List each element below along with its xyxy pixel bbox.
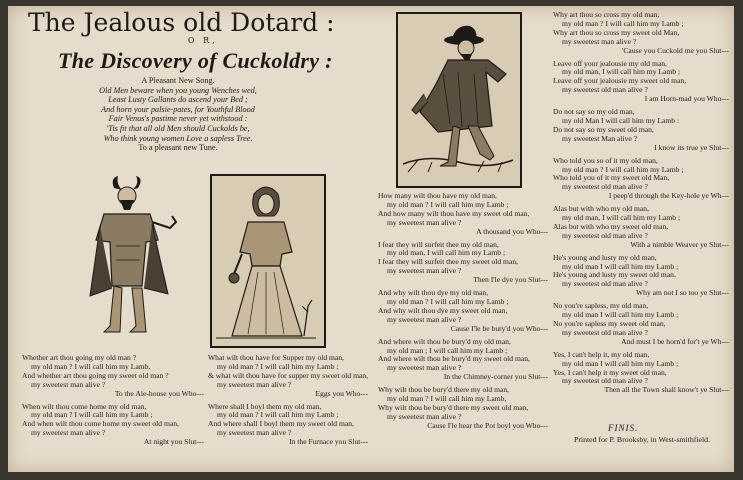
- verse-line: Do not say so my sweet old man,: [553, 124, 654, 134]
- title-conjunction: O R,: [188, 36, 218, 45]
- verse-line: He's young and lusty my old man,: [553, 252, 657, 262]
- verse-refrain: Why am not I so too ye Slut---: [635, 288, 729, 298]
- ballad-subtitle: The Discovery of Cuckoldry :: [58, 48, 333, 73]
- verse-line: Alas but with who my sweet old man,: [553, 221, 669, 231]
- verse-refrain: Cause I'le be bury'd you Who---: [450, 323, 548, 333]
- imprint-line: Printed for P. Brooksby, in West-smithfield.: [574, 435, 711, 444]
- stanza: [553, 254, 729, 299]
- verse-refrain: In the Furnace you Slut---: [289, 437, 368, 447]
- verse-line: Alas but with who my old man,: [553, 204, 649, 214]
- verse-line: my old man, I will call him my Lamb ;: [562, 67, 681, 77]
- verse-refrain: I know its true ye Slut---: [654, 142, 729, 152]
- verse-line: my old man ? I will call him my Lamb ;: [387, 296, 509, 306]
- verse-line: Who told you of it my sweet old Man,: [553, 173, 670, 183]
- stanza: [208, 403, 368, 448]
- verse-refrain: A thousand you Who---: [476, 226, 548, 236]
- verse-line: And where shall I boyl them my sweet old man,: [208, 419, 354, 429]
- verse-line: my sweetest old man alive ?: [562, 85, 648, 95]
- verse-line: Who told you so of it my old man,: [553, 155, 658, 165]
- verse-line: Where shall I boyl them my old man,: [208, 401, 322, 411]
- verse-line: my sweetest man alive ?: [387, 363, 462, 373]
- verse-line: And how many wilt thou have my sweet old man,: [378, 208, 530, 218]
- verse-column-1: [22, 354, 204, 451]
- stanza: [553, 205, 729, 250]
- verse-line: my sweetest old man alive ?: [562, 182, 648, 192]
- verse-line: Yes, I can't help it my sweet old man,: [553, 367, 667, 377]
- verse-refrain: With a nimble Weaver ye Slut---: [630, 239, 729, 249]
- verse-line: Why art thou so cross my sweet old Man,: [553, 27, 680, 37]
- verse-line: And why wilt thou dye my sweet old man,: [378, 305, 508, 315]
- verse-line: my sweetest old man alive ?: [562, 279, 648, 289]
- verse-line: How many wilt thou have my old man,: [378, 191, 497, 200]
- verse-line: my sweetest man alive ?: [387, 411, 462, 421]
- verse-line: my old man ? I will call him my Lamb ;: [217, 410, 339, 420]
- verse-refrain: Then all the Town shall know't ye Slut---: [604, 385, 729, 395]
- verse-line: my old man I will call him my Lamb ;: [562, 261, 679, 271]
- intro-line: Who think young women Love a sapless Tree.: [103, 133, 253, 143]
- stanza: [553, 60, 729, 105]
- stanza: [553, 351, 729, 396]
- verse-refrain: I peep'd through the Key-hole ye Wh---: [608, 191, 729, 201]
- verse-line: When wilt thou come home my old man,: [22, 401, 147, 411]
- stanza: [553, 302, 729, 347]
- stanza: [553, 11, 729, 56]
- verse-line: No you're sapless, my old man,: [553, 301, 649, 311]
- verse-line: my sweetest old man alive ?: [562, 230, 648, 240]
- verse-refrain: Cause I'le hear the Pot boyl you Who---: [427, 420, 548, 430]
- verse-line: my sweetest man alive ?: [562, 36, 637, 46]
- verse-line: my sweetest man alive ?: [217, 379, 292, 389]
- verse-line: my old man I will call him my Lamb ;: [562, 358, 679, 368]
- horned-man-illustration: [80, 176, 180, 344]
- verse-line: my old man ? I will call him my Lamb ;: [31, 410, 153, 420]
- verse-line: my sweetest man alive ?: [217, 428, 292, 438]
- intro-line: Fair Venus's pastime never yet withstood :: [108, 114, 248, 124]
- verse-line: Whether art thou going my old man ?: [22, 353, 137, 362]
- broadside-sheet: [8, 6, 734, 472]
- verse-line: my old man ? I will call him my Lamb ;: [562, 18, 684, 28]
- verse-line: my old man ? I will call him my Lamb ;: [217, 361, 339, 371]
- verse-line: And why wilt thou dye my old man,: [378, 288, 489, 298]
- verse-line: He's young and lusty my sweet old man,: [553, 270, 676, 280]
- verse-line: Leave off your jealousie my sweet old man,: [553, 76, 687, 86]
- stanza: [553, 108, 729, 153]
- verse-line: my old man, I will call him my Lamb ;: [562, 213, 681, 223]
- verse-refrain: To the Ale-house you Who---: [114, 388, 204, 398]
- verse-line: my sweetest man alive ?: [387, 266, 462, 276]
- verse-line: my old man ; I will call him my Lamb ;: [387, 345, 508, 355]
- verse-refrain: In the Chimney-corner you Slut---: [443, 372, 548, 382]
- woodcut-woman: [210, 174, 326, 348]
- ballad-title: The Jealous old Dotard :: [28, 8, 335, 37]
- stanza: [378, 386, 548, 431]
- verse-line: my old man, I will call him my Lamb ;: [387, 248, 506, 258]
- stanza: [553, 157, 729, 202]
- verse-refrain: I am Horn-mad you Who---: [644, 94, 729, 104]
- verse-line: Why wilt thou be bury'd there my sweet old man,: [378, 402, 529, 412]
- stanza: [22, 403, 204, 448]
- verse-line: I fear they will surfeit thee my sweet old man,: [378, 257, 519, 267]
- stanza: [378, 289, 548, 334]
- intro-line: And horn your palsie-pates, for Youthful Blood: [101, 104, 255, 114]
- verse-line: Do not say so my old man,: [553, 107, 635, 117]
- verse-column-3: [378, 192, 548, 435]
- verse-line: & what wilt thou have for supper my sweet old man,: [208, 370, 369, 380]
- verse-refrain: Then I'le dye you Slut---: [473, 275, 548, 285]
- verse-line: my sweetest man alive ?: [31, 379, 106, 389]
- verse-line: my sweetest man alive ?: [387, 314, 462, 324]
- stanza: [22, 354, 204, 399]
- verse-line: Why art thou so cross my old man,: [553, 10, 660, 19]
- verse-line: What wilt thou have for Supper my old man,: [208, 353, 345, 362]
- verse-refrain: Eggs you Who---: [315, 388, 368, 398]
- verse-line: my sweetest Man alive ?: [562, 133, 638, 143]
- verse-line: my old man ? I will call him my Lamb,: [31, 361, 151, 371]
- verse-line: my old man ? I will call him my Lamb,: [387, 394, 507, 404]
- verse-line: my old man ? I will call him my Lamb ;: [562, 164, 684, 174]
- intro-line: 'Tis fit that all old Men should Cuckolds be,: [106, 123, 250, 133]
- woman-illustration: [212, 176, 320, 342]
- woodcut-old-man: [396, 12, 522, 188]
- verse-refrain: And must I be horn'd for't ye Wh---: [621, 336, 729, 346]
- stanza: [378, 192, 548, 237]
- verse-line: my old man ? I will call him my Lamb ;: [387, 199, 509, 209]
- verse-line: my sweetest old man alive ?: [562, 327, 648, 337]
- intro-line: Least Lusty Gallants do ascend your Bed ;: [108, 95, 248, 105]
- stanza: [378, 338, 548, 383]
- verse-line: I fear they will surfeit thee my old man,: [378, 239, 499, 249]
- verse-column-2: [208, 354, 368, 451]
- verse-line: And whether art thou going my sweet old man ?: [22, 370, 169, 380]
- verse-line: And where wilt thou be bury'd my old man,: [378, 336, 511, 346]
- verse-refrain: At night you Slut---: [143, 437, 204, 447]
- verse-line: my sweetest man alive ?: [31, 428, 106, 438]
- intro-verse: [48, 76, 308, 153]
- finis-mark: FINIS.: [608, 423, 639, 433]
- verse-line: Leave off your jealousie my old man,: [553, 58, 667, 68]
- old-man-illustration: [398, 14, 516, 182]
- intro-line: To a pleasant new Tune.: [138, 143, 218, 153]
- intro-line: Old Men beware when you young Wenches wed,: [99, 85, 257, 95]
- stanza: [208, 354, 368, 399]
- verse-line: No you're sapless my sweet old man,: [553, 319, 666, 328]
- intro-line: A Pleasant New Song.: [141, 76, 215, 85]
- stanza: [378, 241, 548, 286]
- woodcut-horned-man: [80, 176, 180, 344]
- verse-line: my old Man I will call him my Lamb :: [562, 115, 680, 125]
- verse-line: my sweetest old man alive ?: [562, 376, 648, 386]
- verse-line: Why wilt thou be bury'd there my old man,: [378, 385, 510, 395]
- verse-column-4: [553, 11, 729, 399]
- verse-line: And when wilt thou come home my sweet old man,: [22, 419, 179, 429]
- verse-line: Yes, I can't help it, my old man,: [553, 349, 650, 359]
- verse-line: my sweetest man alive ?: [387, 217, 462, 227]
- verse-line: And where wilt thou be bury'd my sweet old man,: [378, 354, 530, 364]
- verse-refrain: 'Cause you Cuckold me you Slut---: [621, 45, 729, 55]
- verse-line: my old man I will call him my Lamb ;: [562, 310, 679, 320]
